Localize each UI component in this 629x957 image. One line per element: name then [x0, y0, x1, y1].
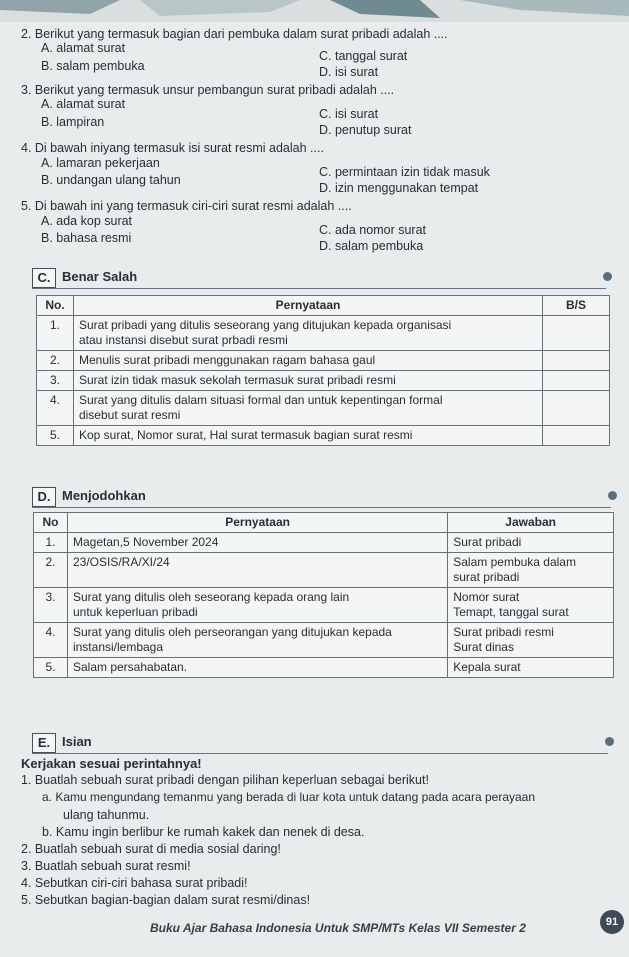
row-number: 3.	[34, 588, 68, 623]
row-number: 5.	[37, 426, 74, 446]
statement-line: Surat pribadi yang ditulis seseorang yang ditujukan kepada organisasi	[78, 318, 452, 332]
row-number: 2.	[34, 553, 68, 588]
row-number: 4.	[37, 391, 74, 426]
table-row	[37, 351, 610, 371]
row-number: 5.	[34, 658, 68, 678]
question-2-stem: 2. Berikut yang termasuk bagian dari pembuka dalam surat pribadi adalah ....	[21, 27, 448, 41]
true-false-table	[36, 295, 610, 446]
question-5-option-a: A. ada kop surat	[41, 214, 133, 228]
section-d-letter: D.	[32, 487, 56, 507]
essay-item-1: 1. Buatlah sebuah surat pribadi dengan pilihan keperluan sebagai berikut!	[21, 773, 429, 787]
section-d-header	[32, 487, 611, 508]
answer-line: surat pribadi	[453, 570, 520, 584]
row-number: 4.	[34, 623, 68, 658]
question-5-option-c: C. ada nomor surat	[319, 223, 426, 237]
row-statement	[73, 391, 542, 426]
essay-item-3: 3. Buatlah sebuah surat resmi!	[21, 859, 191, 873]
table-row	[37, 316, 610, 351]
table-row	[37, 426, 610, 446]
table-header-row	[37, 296, 610, 316]
section-c-header	[32, 268, 606, 289]
question-2-option-d: D. isi surat	[319, 65, 379, 79]
row-number: 1.	[37, 316, 74, 351]
question-4-option-d: D. izin menggunakan tempat	[319, 181, 479, 195]
table-row	[34, 588, 614, 623]
row-statement	[73, 316, 542, 351]
header-statement: Pernyataan	[73, 296, 542, 316]
table-row	[34, 658, 614, 678]
question-3-option-c: C. isi surat	[319, 107, 379, 121]
statement-line: instansi/lembaga	[72, 640, 164, 654]
header-bs: B/S	[543, 296, 610, 316]
question-2-option-b: B. salam pembuka	[41, 59, 145, 73]
answer-cell[interactable]	[543, 426, 610, 446]
answer-line: Nomor surat	[453, 590, 520, 604]
essay-item-1a: a. Kamu mengundang temanmu yang berada di luar kota untuk datang pada acara perayaan	[42, 790, 536, 804]
question-5-option-b: B. bahasa resmi	[41, 231, 132, 245]
essay-item-4: 4. Sebutkan ciri-ciri bahasa surat pribadi!	[21, 876, 248, 890]
header-statement: Pernyataan	[67, 513, 447, 533]
answer-line: Surat dinas	[453, 640, 514, 654]
section-e-marker	[605, 737, 614, 746]
row-statement: Menulis surat pribadi menggunakan ragam bahasa gaul	[73, 351, 542, 371]
header-no: No	[34, 513, 68, 533]
header-answer: Jawaban	[448, 513, 614, 533]
statement-line: Surat yang ditulis dalam situasi formal dan untuk kepentingan formal	[78, 393, 443, 407]
page-number: 91	[600, 910, 624, 934]
statement-line: atau instansi disebut surat prbadi resmi	[78, 333, 288, 347]
row-statement	[67, 623, 447, 658]
question-4-stem: 4. Di bawah iniyang termasuk isi surat resmi adalah ....	[21, 141, 324, 155]
answer-cell[interactable]	[543, 351, 610, 371]
row-statement: Salam persahabatan.	[67, 658, 447, 678]
question-2-option-a: A. alamat surat	[41, 41, 126, 55]
question-3-option-a: A. alamat surat	[41, 97, 126, 111]
question-2-option-c: C. tanggal surat	[319, 49, 408, 63]
row-statement: Kop surat, Nomor surat, Hal surat termasuk bagian surat resmi	[73, 426, 542, 446]
answer-option	[448, 553, 614, 588]
question-3-option-b: B. lampiran	[41, 115, 105, 129]
section-d-title: Menjodohkan	[62, 488, 146, 503]
statement-line: disebut surat resmi	[78, 408, 181, 422]
answer-cell[interactable]	[543, 316, 610, 351]
section-c-letter: C.	[32, 268, 56, 288]
question-4-option-c: C. permintaan izin tidak masuk	[319, 165, 490, 179]
table-row	[34, 553, 614, 588]
section-c-title: Benar Salah	[62, 269, 138, 284]
answer-option: Kepala surat	[448, 658, 614, 678]
answer-cell[interactable]	[543, 391, 610, 426]
section-e-letter: E.	[32, 733, 56, 753]
answer-line: Salam pembuka dalam	[453, 555, 576, 569]
essay-item-2: 2. Buatlah sebuah surat di media sosial daring!	[21, 842, 281, 856]
question-5-option-d: D. salam pembuka	[319, 239, 424, 253]
worksheet-page	[0, 22, 629, 957]
essay-item-1a-cont: ulang tahunmu.	[63, 808, 150, 822]
section-e-header	[32, 733, 608, 754]
question-3-option-d: D. penutup surat	[319, 123, 412, 137]
table-row	[37, 391, 610, 426]
question-5-stem: 5. Di bawah ini yang termasuk ciri-ciri surat resmi adalah ....	[21, 199, 352, 213]
row-statement: 23/OSIS/RA/XI/24	[67, 553, 447, 588]
answer-option	[448, 623, 614, 658]
answer-line: Surat pribadi resmi	[453, 625, 554, 639]
header-no: No.	[37, 296, 74, 316]
answer-option: Surat pribadi	[448, 533, 614, 553]
answer-line: Temapt, tanggal surat	[453, 605, 569, 619]
question-4-option-a: A. lamaran pekerjaan	[41, 156, 160, 170]
row-statement	[67, 588, 447, 623]
table-row	[34, 623, 614, 658]
section-c-marker	[603, 272, 612, 281]
statement-line: untuk keperluan pribadi	[72, 605, 198, 619]
answer-option	[448, 588, 614, 623]
top-decoration	[0, 0, 629, 22]
table-header-row	[34, 513, 614, 533]
question-4-option-b: B. undangan ulang tahun	[41, 173, 181, 187]
matching-table	[33, 512, 614, 678]
row-statement: Magetan,5 November 2024	[67, 533, 447, 553]
row-statement: Surat izin tidak masuk sekolah termasuk surat pribadi resmi	[73, 371, 542, 391]
section-e-title: Isian	[62, 734, 92, 749]
book-title-footer: Buku Ajar Bahasa Indonesia Untuk SMP/MTs Kelas VII Semester 2	[150, 921, 526, 935]
row-number: 3.	[37, 371, 74, 391]
row-number: 1.	[34, 533, 68, 553]
section-d-marker	[608, 491, 617, 500]
row-number: 2.	[37, 351, 74, 371]
question-3-stem: 3. Berikut yang termasuk unsur pembangun surat pribadi adalah ....	[21, 83, 395, 97]
statement-line: Surat yang ditulis oleh perseorangan yang ditujukan kepada	[72, 625, 392, 639]
section-e-instruction: Kerjakan sesuai perintahnya!	[21, 756, 202, 771]
answer-cell[interactable]	[543, 371, 610, 391]
table-row	[34, 533, 614, 553]
essay-item-1b: b. Kamu ingin berlibur ke rumah kakek dan nenek di desa.	[42, 825, 365, 839]
essay-item-5: 5. Sebutkan bagian-bagian dalam surat resmi/dinas!	[21, 893, 311, 907]
statement-line: Surat yang ditulis oleh seseorang kepada orang lain	[72, 590, 350, 604]
table-row	[37, 371, 610, 391]
